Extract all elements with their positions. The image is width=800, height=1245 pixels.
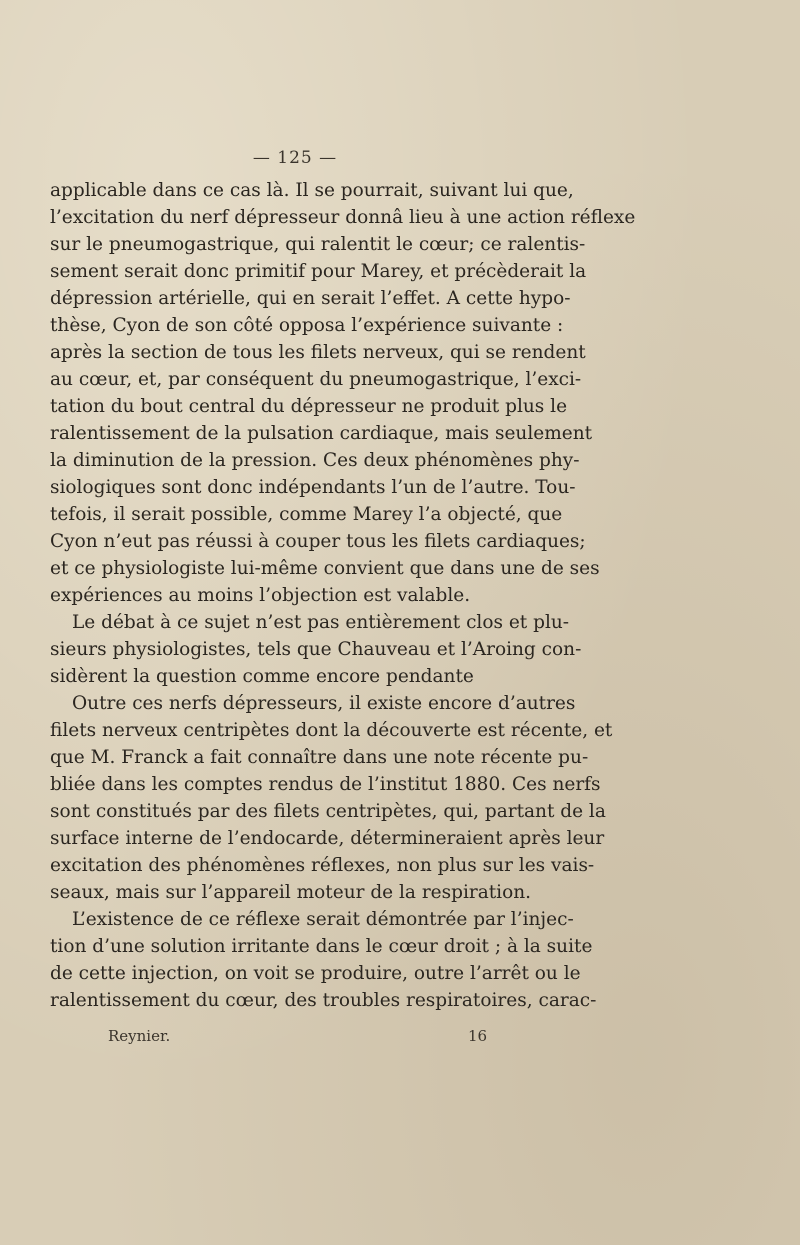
text-line: de cette injection, on voit se produire, outre l’arrêt ou le xyxy=(50,963,581,984)
text-line: seaux, mais sur l’appareil moteur de la respiration. xyxy=(50,882,532,903)
text-line: après la section de tous les filets nerveux, qui se rendent xyxy=(50,342,586,363)
text-line: siologiques sont donc indépendants l’un de l’autre. Tou- xyxy=(50,477,576,498)
text-line: Cyon n’eut pas réussi à couper tous les filets cardiaques; xyxy=(50,531,586,552)
text-line: sur le pneumogastrique, qui ralentit le cœur; ce ralentis- xyxy=(50,234,586,255)
text-line: surface interne de l’endocarde, détermineraient après leur xyxy=(50,828,605,849)
text-line: ralentissement du cœur, des troubles respiratoires, carac- xyxy=(50,990,597,1011)
text-line: Outre ces nerfs dépresseurs, il existe encore d’autres xyxy=(72,693,576,714)
text-line: sont constitués par des filets centripètes, qui, partant de la xyxy=(50,801,606,822)
text-line: thèse, Cyon de son côté opposa l’expérience suivante : xyxy=(50,315,564,336)
text-line: au cœur, et, par conséquent du pneumogastrique, l’exci- xyxy=(50,369,582,390)
text-line: L’existence de ce réflexe serait démontrée par l’injec- xyxy=(72,909,574,930)
text-line: la diminution de la pression. Ces deux phénomènes phy- xyxy=(50,450,580,471)
body-text xyxy=(50,177,636,1014)
text-line: applicable dans ce cas là. Il se pourrait, suivant lui que, xyxy=(50,180,574,201)
signature-mark: Reynier. xyxy=(108,1027,171,1045)
text-line: filets nerveux centripètes dont la découverte est récente, et xyxy=(50,720,613,741)
text-line: bliée dans les comptes rendus de l’institut 1880. Ces nerfs xyxy=(50,774,601,795)
text-line: tefois, il serait possible, comme Marey l’a objecté, que xyxy=(50,504,563,525)
text-line: excitation des phénomènes réflexes, non plus sur les vais- xyxy=(50,855,595,876)
text-line: tation du bout central du dépresseur ne produit plus le xyxy=(50,396,568,417)
page-number: — 125 — xyxy=(252,148,338,168)
text-line: expériences au moins l’objection est valable. xyxy=(50,585,471,606)
text-line: que M. Franck a fait connaître dans une note récente pu- xyxy=(50,747,589,768)
page-footer xyxy=(50,1027,540,1051)
text-line: sement serait donc primitif pour Marey, et précèderait la xyxy=(50,261,587,282)
text-line: sieurs physiologistes, tels que Chauveau et l’Aroing con- xyxy=(50,639,582,660)
text-line: sidèrent la question comme encore pendante xyxy=(50,666,474,687)
text-line: dépression artérielle, qui en serait l’effet. A cette hypo- xyxy=(50,288,571,309)
text-line: l’excitation du nerf dépresseur donnâ lieu à une action réflexe xyxy=(50,207,636,228)
text-line: et ce physiologiste lui-même convient que dans une de ses xyxy=(50,558,600,579)
text-line: Le débat à ce sujet n’est pas entièrement clos et plu- xyxy=(72,612,570,633)
text-line: tion d’une solution irritante dans le cœur droit ; à la suite xyxy=(50,936,593,957)
sheet-number: 16 xyxy=(468,1027,488,1045)
text-line: ralentissement de la pulsation cardiaque, mais seulement xyxy=(50,423,593,444)
